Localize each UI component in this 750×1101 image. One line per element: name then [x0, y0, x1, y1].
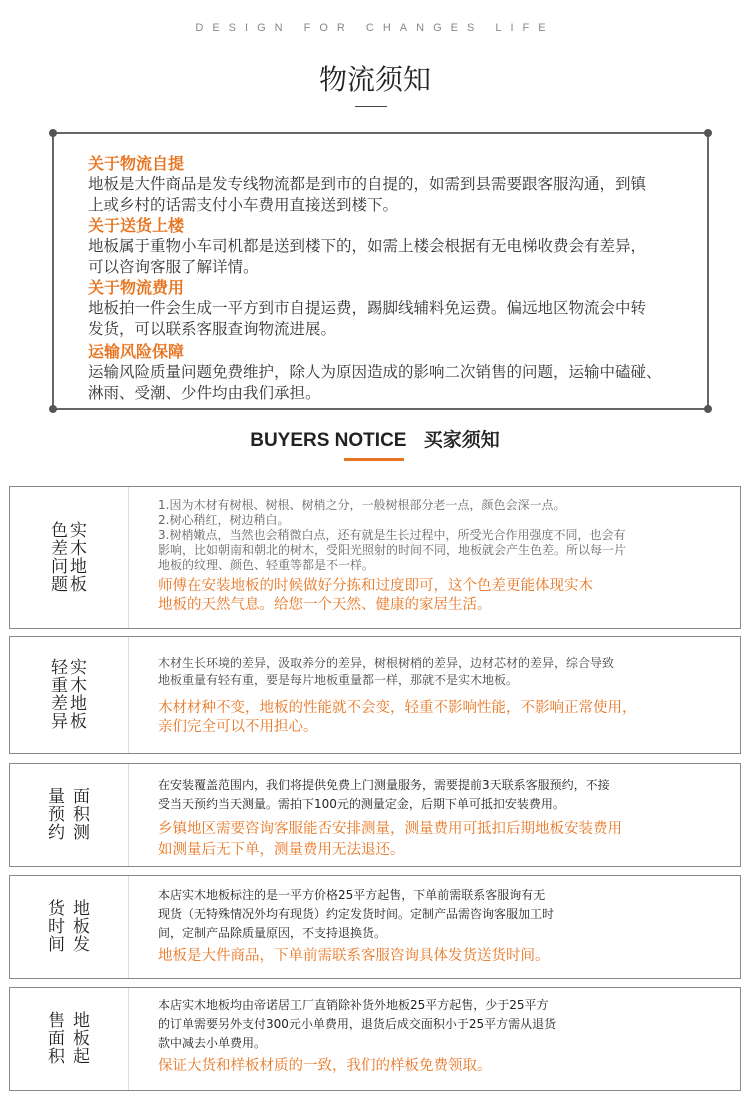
notice-label — [10, 637, 128, 753]
label-char: 轻 — [51, 658, 68, 678]
label-char: 地 — [70, 694, 87, 714]
section-text: 地板是大件商品是发专线物流都是到市的自提的，如需到县需要跟客服沟通，到镇 — [88, 175, 647, 193]
label-char: 重 — [51, 676, 68, 696]
label-char: 板 — [70, 712, 87, 732]
label-char: 题 — [51, 574, 68, 595]
notice-highlight: 保证大货和样板材质的一致，我们的样板免费领取。 — [158, 1058, 492, 1074]
notice-text: 受当天预约当天测量。需拍下100元的测量定金，后期下单可抵扣安装费用。 — [158, 797, 565, 811]
corner-dot — [49, 405, 57, 413]
notice-card-minimum-area — [9, 987, 741, 1091]
notice-text: 木材生长环境的差异，汲取养分的差异，树根树梢的差异，边材芯材的差异，综合导致 — [158, 656, 615, 670]
notice-text: 间，定制产品除质量原因，不支持退换货。 — [158, 926, 387, 940]
notice-text: 3.树梢嫩点，当然也会稍微白点，还有就是生长过程中，所受光合作用强度不同，也会有 — [158, 528, 626, 542]
notice-card-measurement — [9, 763, 741, 867]
label-char: 地 — [73, 899, 90, 919]
notice-text: 的订单需要另外支付300元小单费用，退货后成交面积小于25平方需从退货 — [158, 1017, 557, 1031]
section-heading: 关于物流费用 — [88, 278, 185, 297]
tagline: DESIGN FOR CHANGES LIFE — [195, 22, 555, 34]
notice-label — [10, 876, 128, 978]
section-heading: 关于物流自提 — [88, 154, 185, 173]
label-char: 间 — [48, 935, 65, 955]
notice-highlight: 亲们完全可以不用担心。 — [158, 719, 318, 735]
label-char: 实 — [70, 658, 87, 678]
notice-text: 现货（无特殊情况外均有现货）约定发货时间。定制产品需咨询客服加工时 — [158, 907, 555, 921]
label-char: 木 — [70, 538, 87, 559]
card-divider — [128, 988, 129, 1090]
label-char: 差 — [51, 694, 68, 714]
section-text: 发货，可以联系客服查询物流进展。 — [88, 320, 337, 338]
buyers-notice-title — [0, 425, 750, 452]
notice-highlight: 地板的天然气息。给您一个天然、健康的家居生活。 — [158, 597, 492, 613]
label-char: 板 — [73, 917, 90, 937]
label-char: 问 — [51, 556, 68, 577]
card-divider — [128, 487, 129, 628]
label-char: 时 — [48, 917, 65, 937]
corner-dot — [704, 129, 712, 137]
label-char: 发 — [73, 935, 90, 955]
label-char: 约 — [48, 823, 65, 843]
notice-content — [158, 886, 718, 966]
title-underline — [355, 106, 387, 107]
notice-text: 本店实木地板均由帝诺居工厂直销除补货外地板25平方起售，少于25平方 — [158, 998, 549, 1012]
notice-text: 影响，比如朝南和朝北的树木，受阳光照射的时间不同，地板就会产生色差。所以每一片 — [158, 543, 627, 557]
section-text: 可以咨询客服了解详情。 — [88, 258, 259, 276]
notice-card-shipping-time — [9, 875, 741, 979]
label-char: 积 — [48, 1047, 65, 1067]
notice-content — [158, 776, 718, 860]
notice-text: 地板重量有轻有重，要是每片地板重量都一样，那就不是实木地板。 — [158, 673, 519, 687]
notice-label — [10, 764, 128, 866]
card-divider — [128, 764, 129, 866]
label-char: 积 — [73, 805, 90, 825]
notice-content — [158, 996, 718, 1076]
corner-dot — [704, 405, 712, 413]
notice-content — [158, 498, 718, 615]
logistics-section-pickup — [88, 154, 718, 216]
corner-dot — [49, 129, 57, 137]
label-char: 测 — [73, 823, 90, 843]
label-char: 面 — [73, 787, 90, 807]
logistics-box — [52, 132, 709, 410]
label-char: 预 — [48, 805, 65, 825]
logistics-section-fees — [88, 278, 718, 340]
section-heading: 关于送货上楼 — [88, 216, 185, 235]
label-char: 地 — [73, 1011, 90, 1031]
notice-highlight: 乡镇地区需要咨询客服能否安排测量，测量费用可抵扣后期地板安装费用 — [158, 821, 622, 837]
section-text: 地板属于重物小车司机都是送到楼下的，如需上楼会根据有无电梯收费会有差异， — [88, 237, 647, 255]
section-heading: 运输风险保障 — [88, 342, 185, 361]
label-char: 量 — [48, 787, 65, 807]
page-title: 物流须知 — [318, 63, 431, 96]
notice-text: 在安装覆盖范围内，我们将提供免费上门测量服务，需要提前3天联系客服预约，不接 — [158, 778, 610, 792]
notice-label — [10, 988, 128, 1090]
label-char: 实 — [70, 520, 87, 541]
label-char: 面 — [48, 1029, 65, 1049]
card-divider — [128, 876, 129, 978]
label-char: 板 — [73, 1029, 90, 1049]
notice-highlight: 师傅在安装地板的时候做好分拣和过度即可，这个色差更能体现实木 — [158, 578, 593, 594]
label-char: 货 — [48, 899, 65, 919]
notice-card-weight-difference — [9, 636, 741, 754]
notice-label — [10, 487, 128, 628]
notice-highlight: 如测量后无下单，测量费用无法退还。 — [158, 842, 405, 858]
notice-highlight: 地板是大件商品，下单前需联系客服咨询具体发货送货时间。 — [158, 948, 550, 964]
label-char: 异 — [51, 712, 68, 732]
label-char: 起 — [73, 1047, 90, 1067]
notice-text: 本店实木地板标注的是一平方价格25平方起售，下单前需联系客服询有无 — [158, 888, 546, 902]
label-char: 售 — [48, 1011, 65, 1031]
notice-text: 2.树心稍红，树边稍白。 — [158, 513, 290, 527]
label-char: 木 — [70, 676, 87, 696]
card-divider — [128, 637, 129, 753]
label-char: 地 — [70, 556, 87, 577]
notice-highlight: 木材材种不变，地板的性能就不会变，轻重不影响性能，不影响正常使用， — [158, 700, 637, 716]
buyers-notice-underline — [344, 458, 404, 461]
buyers-notice-en: BUYERS NOTICE — [250, 430, 407, 451]
notice-text: 地板的纹理、颜色、轻重等都是不一样。 — [158, 558, 375, 572]
label-char: 板 — [70, 574, 87, 595]
logistics-section-delivery — [88, 216, 718, 278]
notice-card-color-difference — [9, 486, 741, 629]
logistics-section-risk — [88, 342, 718, 404]
label-char: 色 — [51, 520, 68, 541]
notice-text: 1.因为木材有树根、树根、树梢之分，一般树根部分老一点，颜色会深一点。 — [158, 498, 566, 512]
notice-content — [158, 655, 718, 737]
notice-text: 款中减去小单费用。 — [158, 1036, 267, 1050]
section-text: 淋雨、受潮、少件均由我们承担。 — [88, 384, 321, 402]
section-text: 运输风险质量问题免费维护，除人为原因造成的影响二次销售的问题，运输中磕碰、 — [88, 363, 662, 381]
label-char: 差 — [51, 538, 68, 559]
section-text: 地板拍一件会生成一平方到市自提运费，踢脚线辅料免运费。偏远地区物流会中转 — [88, 299, 647, 317]
buyers-notice-cn: 买家须知 — [423, 430, 500, 451]
section-text: 上或乡村的话需支付小车费用直接送到楼下。 — [88, 196, 399, 214]
